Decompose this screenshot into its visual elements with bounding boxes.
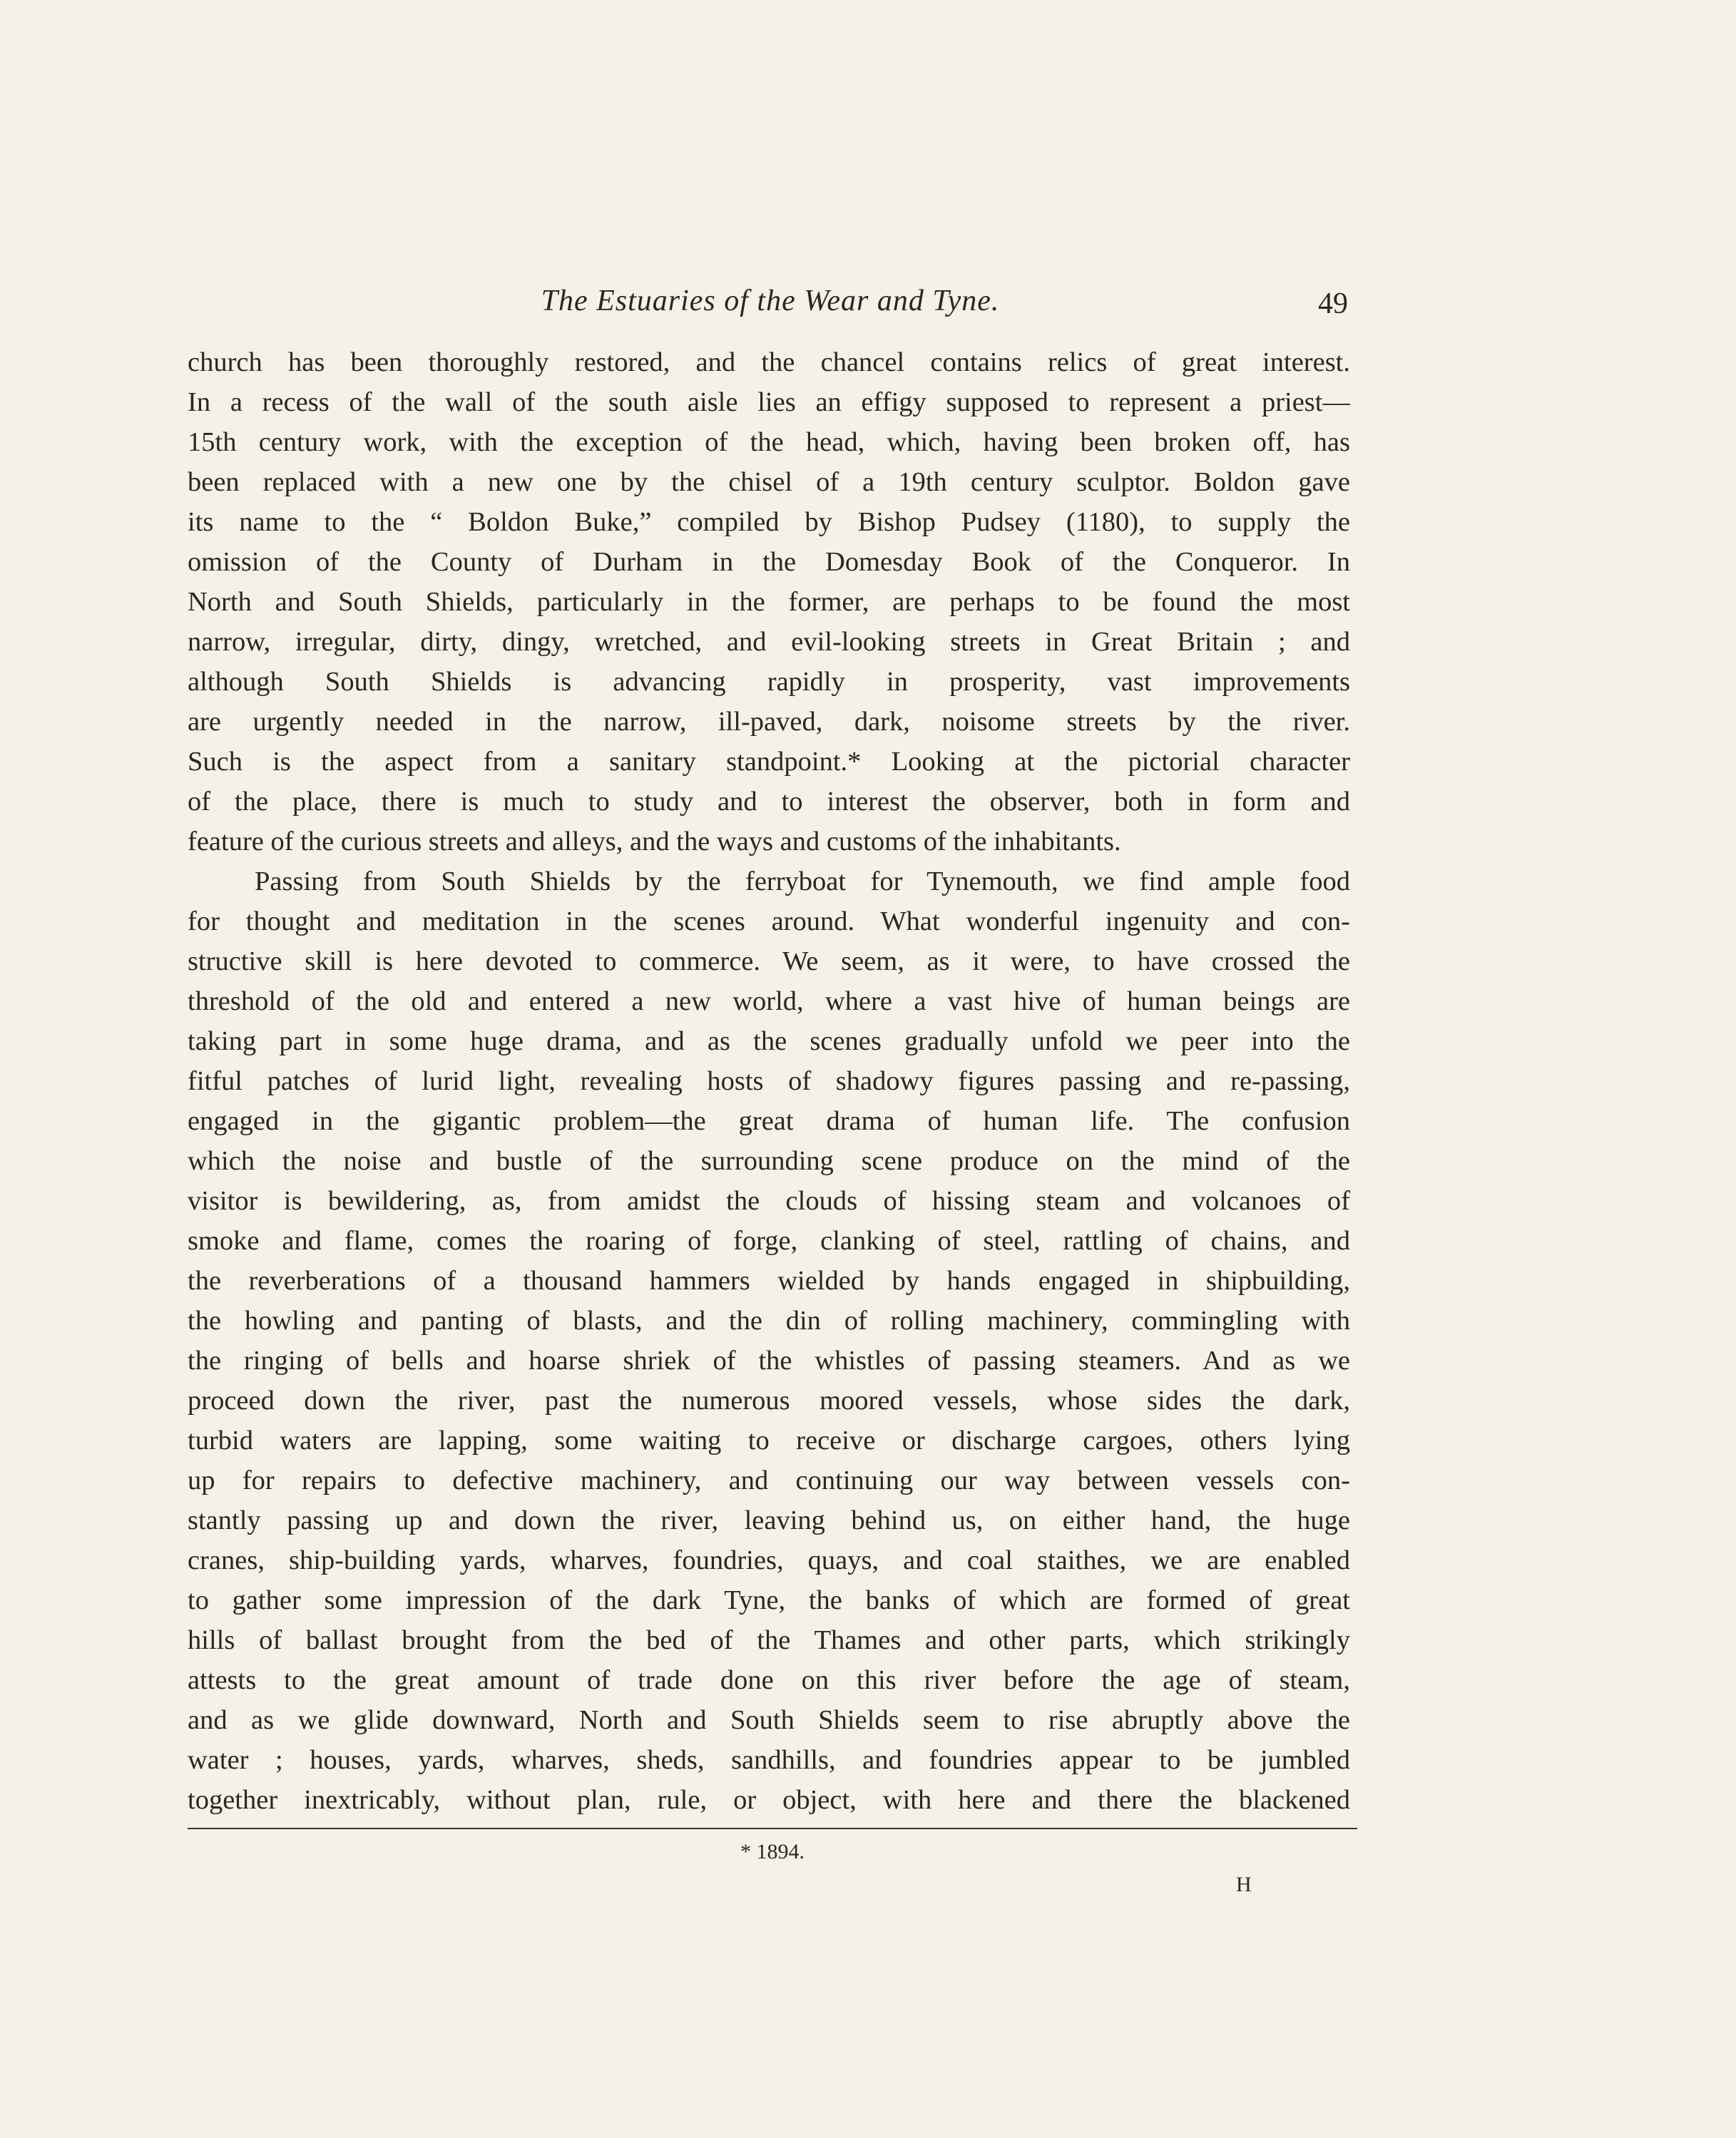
text-line: are urgently needed in the narrow, ill-paved, dark, noisome streets by the river. [188,707,1350,737]
text-line: been replaced with a new one by the chisel of a 19th century sculptor. Boldon gave [188,467,1350,497]
text-line: engaged in the gigantic problem—the great drama of human life. The confusion [188,1106,1350,1136]
text-line: visitor is bewildering, as, from amidst the clouds of hissing steam and volcanoes of [188,1186,1350,1216]
text-line: cranes, ship-building yards, wharves, foundries, quays, and coal staithes, we are enabled [188,1545,1350,1575]
text-line: turbid waters are lapping, some waiting to receive or discharge cargoes, others lying [188,1426,1350,1456]
footnote: * 1894. [740,1840,805,1863]
text-line: Passing from South Shields by the ferryboat for Tynemouth, we find ample food [255,866,1350,896]
text-line: stantly passing up and down the river, leaving behind us, on either hand, the huge [188,1505,1350,1535]
footnote-rule [188,1828,1357,1829]
text-line: to gather some impression of the dark Tyne, the banks of which are formed of great [188,1585,1350,1615]
text-line: North and South Shields, particularly in the former, are perhaps to be found the most [188,587,1350,617]
text-line: church has been thoroughly restored, and the chancel contains relics of great interest. [188,347,1350,377]
text-line: omission of the County of Durham in the Domesday Book of the Conqueror. In [188,547,1350,577]
text-line: and as we glide downward, North and South Shields seem to rise abruptly above the [188,1705,1350,1735]
text-line: up for repairs to defective machinery, and continuing our way between vessels con- [188,1466,1350,1495]
text-line: proceed down the river, past the numerous moored vessels, whose sides the dark, [188,1386,1350,1416]
text-line: the ringing of bells and hoarse shriek of the whistles of passing steamers. And as we [188,1346,1350,1376]
text-line: its name to the “ Boldon Buke,” compiled by Bishop Pudsey (1180), to supply the [188,507,1350,537]
text-line: In a recess of the wall of the south aisle lies an effigy supposed to represent a priest— [188,387,1350,417]
text-line: water ; houses, yards, wharves, sheds, sandhills, and foundries appear to be jumbled [188,1745,1350,1775]
body-text [188,342,1350,1820]
page-number: 49 [1318,287,1348,320]
signature-mark: H [1236,1873,1252,1896]
running-title: The Estuaries of the Wear and Tyne. [541,285,1000,317]
text-line: although South Shields is advancing rapidly in prosperity, vast improvements [188,667,1350,697]
text-line: for thought and meditation in the scenes around. What wonderful ingenuity and con- [188,906,1350,936]
text-line: taking part in some huge drama, and as the scenes gradually unfold we peer into the [188,1026,1350,1056]
text-line: threshold of the old and entered a new world, where a vast hive of human beings are [188,986,1350,1016]
text-line: feature of the curious streets and alleys, and the ways and customs of the inhabitants. [188,827,1121,856]
text-line: smoke and flame, comes the roaring of forge, clanking of steel, rattling of chains, and [188,1226,1350,1256]
text-line: hills of ballast brought from the bed of the Thames and other parts, which strikingly [188,1625,1350,1655]
text-line: of the place, there is much to study and to interest the observer, both in form and [188,787,1350,817]
running-head [185,280,1355,322]
text-line: attests to the great amount of trade done on this river before the age of steam, [188,1665,1350,1695]
text-line: the howling and panting of blasts, and the din of rolling machinery, commingling with [188,1306,1350,1336]
text-line: narrow, irregular, dirty, dingy, wretched, and evil-looking streets in Great Britain ; and [188,627,1350,657]
text-line: 15th century work, with the exception of the head, which, having been broken off, has [188,427,1350,457]
text-line: fitful patches of lurid light, revealing hosts of shadowy figures passing and re-passing, [188,1066,1350,1096]
text-line: together inextricably, without plan, rule, or object, with here and there the blackened [188,1785,1350,1815]
text-line: which the noise and bustle of the surrounding scene produce on the mind of the [188,1146,1350,1176]
text-line: Such is the aspect from a sanitary standpoint.* Looking at the pictorial character [188,747,1350,777]
text-line: structive skill is here devoted to commerce. We seem, as it were, to have crossed the [188,946,1350,976]
text-line: the reverberations of a thousand hammers wielded by hands engaged in shipbuilding, [188,1266,1350,1296]
